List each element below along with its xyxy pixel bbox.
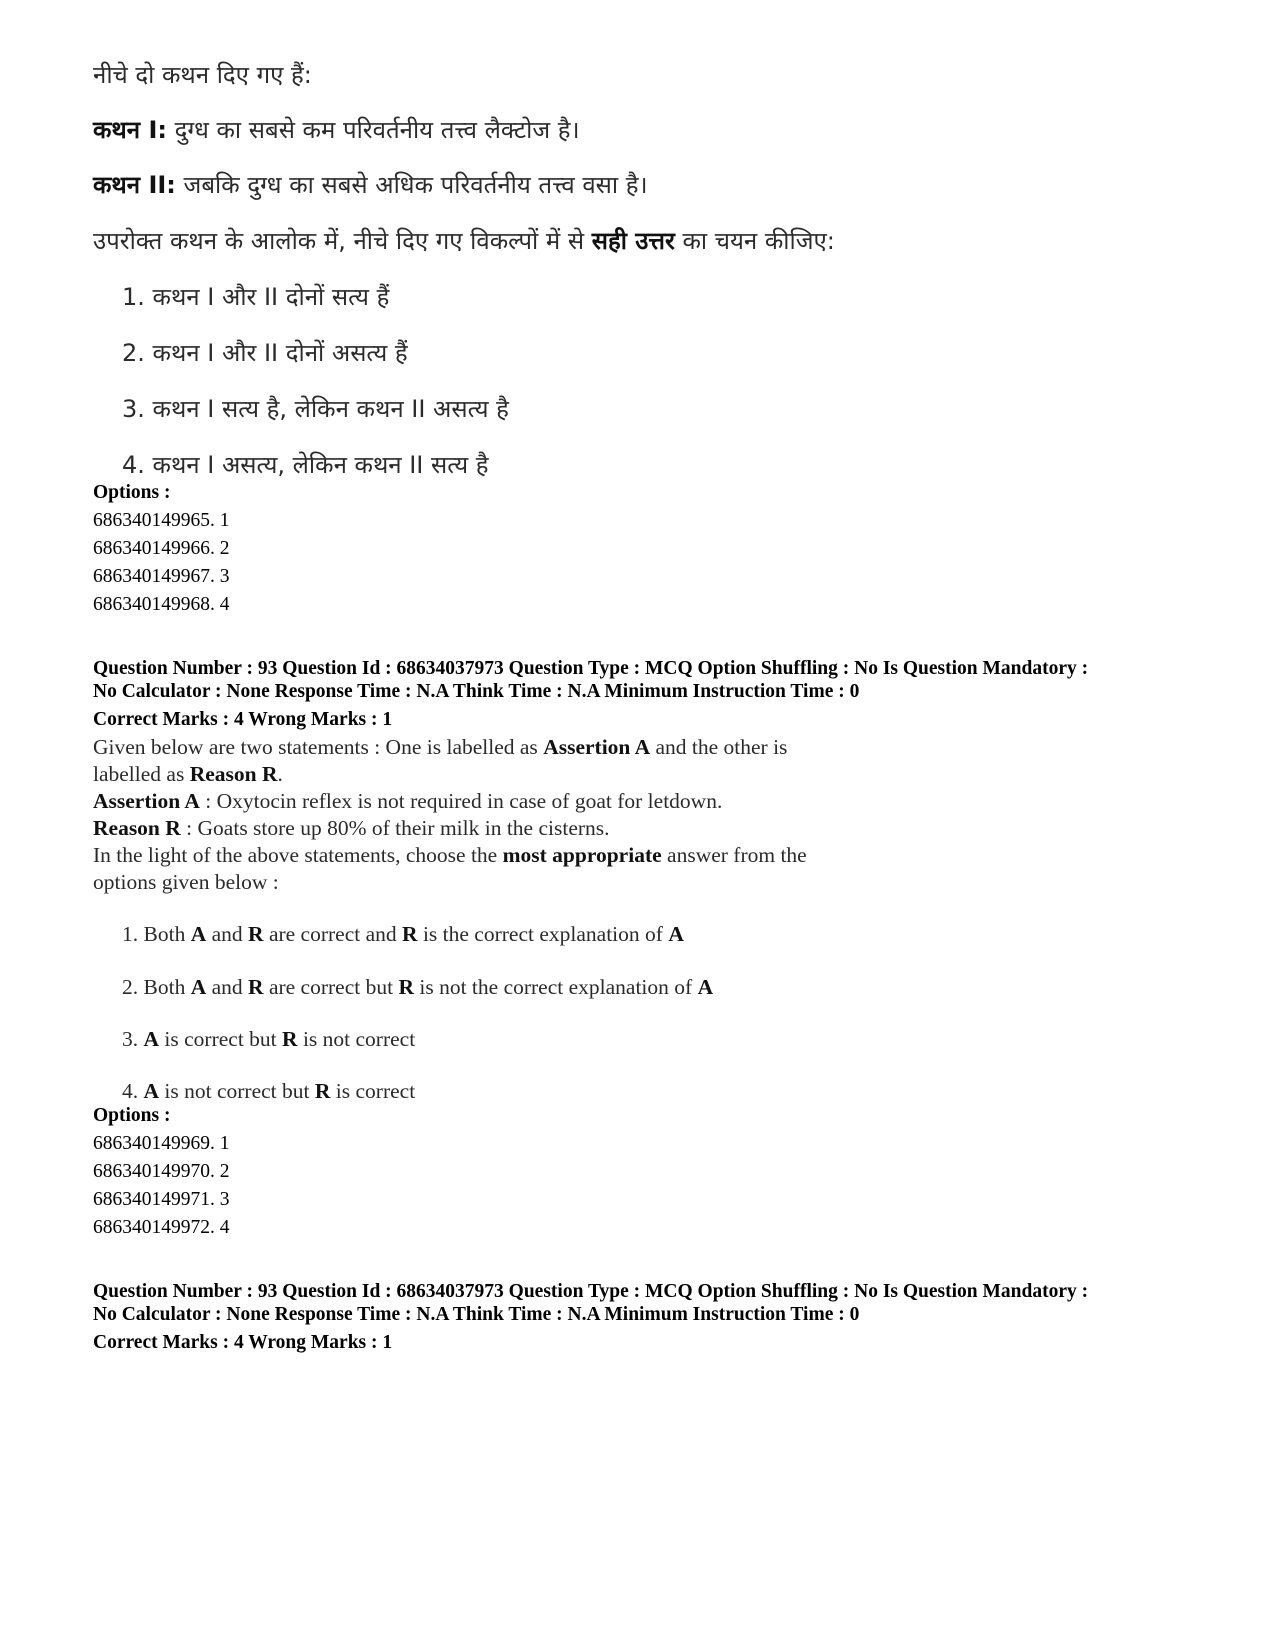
text-bold: R <box>398 975 414 999</box>
text-span: 3. <box>122 1027 144 1051</box>
text-span: In the light of the above statements, choose the <box>93 843 503 867</box>
options-label: Options : <box>93 482 171 503</box>
text-span: 1. Both <box>122 922 191 946</box>
text-span: and <box>206 975 249 999</box>
english-choice-2 <box>122 975 713 1000</box>
assertion-label: Assertion A <box>93 789 200 813</box>
text-bold: R <box>282 1027 298 1051</box>
hindi-statement-1-text: दुग्ध का सबसे कम परिवर्तनीय तत्त्व लैक्टोज है। <box>166 116 580 144</box>
text-span: are correct but <box>263 975 399 999</box>
question-meta-line-1: Question Number : 93 Question Id : 68634037973 Question Type : MCQ Option Shuffling : No Is Question Mandatory : <box>93 1281 1089 1302</box>
question-meta-line-2: No Calculator : None Response Time : N.A Think Time : N.A Minimum Instruction Time : 0 <box>93 1304 860 1325</box>
option-id-row: 686340149965. 1 <box>93 510 230 531</box>
text-bold: Reason R <box>189 762 278 786</box>
text-span: and the other is <box>650 735 788 759</box>
question-meta-line-2: No Calculator : None Response Time : N.A Think Time : N.A Minimum Instruction Time : 0 <box>93 681 860 702</box>
text-bold: R <box>402 922 418 946</box>
text-span: is the correct explanation of <box>417 922 669 946</box>
text-bold: R <box>248 975 264 999</box>
english-choice-4 <box>122 1079 415 1104</box>
text-span: and <box>206 922 249 946</box>
hindi-statement-2 <box>93 168 648 201</box>
question-text-line-6: options given below : <box>93 870 279 894</box>
option-id-row: 686340149969. 1 <box>93 1133 230 1154</box>
question-text-line-1 <box>93 735 787 760</box>
hindi-statement-2-text: जबकि दुग्ध का सबसे अधिक परिवर्तनीय तत्त्व वसा है। <box>175 171 648 199</box>
options-label: Options : <box>93 1105 171 1126</box>
text-span: . <box>277 762 283 786</box>
assertion-text: : Oxytocin reflex is not required in case of goat for letdown. <box>199 789 723 813</box>
text-span: labelled as <box>93 762 190 786</box>
question-marks: Correct Marks : 4 Wrong Marks : 1 <box>93 1332 393 1353</box>
hindi-instruction <box>93 224 835 257</box>
option-id-row: 686340149970. 2 <box>93 1161 230 1182</box>
text-bold: A <box>190 975 207 999</box>
text-span: 4. <box>122 1079 144 1103</box>
option-id-row: 686340149966. 2 <box>93 538 230 559</box>
hindi-instruction-pre: उपरोक्त कथन के आलोक में, नीचे दिए गए विकल्पों में से <box>93 227 592 255</box>
text-span: 2. Both <box>122 975 191 999</box>
hindi-statement-1-label: कथन I: <box>93 116 167 144</box>
text-bold: A <box>697 975 714 999</box>
reason-line <box>93 816 610 841</box>
question-meta-line-1: Question Number : 93 Question Id : 68634037973 Question Type : MCQ Option Shuffling : No Is Question Mandatory : <box>93 658 1089 679</box>
text-bold: A <box>190 922 207 946</box>
hindi-choice-1: 1. कथन I और II दोनों सत्य हैं <box>122 283 390 311</box>
text-bold: Assertion A <box>543 735 651 759</box>
option-id-row: 686340149967. 3 <box>93 566 230 587</box>
text-span: is correct but <box>159 1027 283 1051</box>
text-bold: A <box>143 1079 160 1103</box>
question-text-line-5 <box>93 843 807 868</box>
text-bold: most appropriate <box>502 843 662 867</box>
option-id-row: 686340149968. 4 <box>93 594 230 615</box>
reason-text: : Goats store up 80% of their milk in the cisterns. <box>180 816 610 840</box>
option-id-row: 686340149972. 4 <box>93 1217 230 1238</box>
hindi-statement-1 <box>93 113 580 146</box>
assertion-line <box>93 789 722 814</box>
hindi-statement-2-label: कथन II: <box>93 171 176 199</box>
hindi-choice-2: 2. कथन I और II दोनों असत्य हैं <box>122 339 408 367</box>
text-bold: A <box>143 1027 160 1051</box>
hindi-choice-3: 3. कथन I सत्य है, लेकिन कथन II असत्य है <box>122 395 509 423</box>
hindi-choice-4: 4. कथन I असत्य, लेकिन कथन II सत्य है <box>122 451 489 479</box>
english-choice-3 <box>122 1027 415 1052</box>
text-span: is not correct but <box>159 1079 315 1103</box>
hindi-intro: नीचे दो कथन दिए गए हैं: <box>93 61 312 89</box>
english-choice-1 <box>122 922 684 947</box>
question-marks: Correct Marks : 4 Wrong Marks : 1 <box>93 709 393 730</box>
text-bold: A <box>668 922 684 946</box>
hindi-instruction-post: का चयन कीजिए: <box>674 227 835 255</box>
text-span: is correct <box>330 1079 416 1103</box>
text-span: answer from the <box>661 843 807 867</box>
question-text-line-2 <box>93 762 283 787</box>
text-bold: R <box>248 922 264 946</box>
hindi-instruction-bold: सही उत्तर <box>591 227 675 255</box>
reason-label: Reason R <box>93 816 181 840</box>
text-span: is not the correct explanation of <box>413 975 698 999</box>
text-span: is not correct <box>297 1027 416 1051</box>
text-span: Given below are two statements : One is labelled as <box>93 735 544 759</box>
option-id-row: 686340149971. 3 <box>93 1189 230 1210</box>
text-bold: R <box>314 1079 331 1103</box>
text-span: are correct and <box>263 922 403 946</box>
